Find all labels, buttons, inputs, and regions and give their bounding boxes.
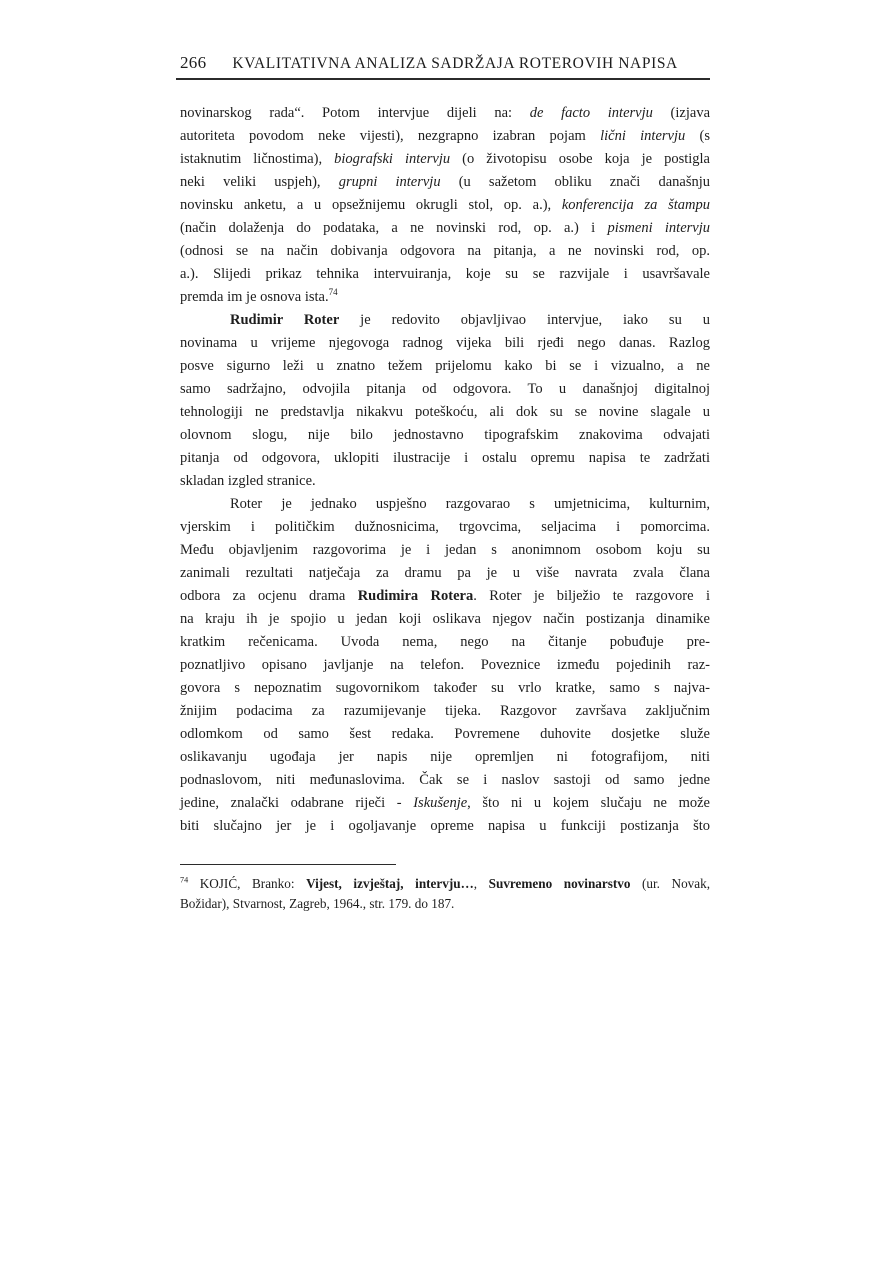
text-segment: (s [685, 128, 710, 144]
text-segment: samo sadržajno, odvojila pitanja od odgovora. To u današnjoj digitalnoj [180, 381, 710, 397]
text-segment: (izjava [652, 105, 711, 121]
text-segment: je redovito objavljivao intervjue, iako su u [339, 312, 710, 328]
text-line [180, 447, 710, 470]
text-segment: podnaslovom, niti međunaslovima. Čak se i naslov sastoji od samo jedne [180, 772, 710, 788]
paragraph [180, 309, 710, 493]
text-segment: Vijest, izvještaj, intervju… [306, 876, 474, 891]
page-number: 266 [180, 53, 207, 72]
text-line [180, 332, 710, 355]
text-segment: jedine, znalački odabrane riječi - [180, 795, 414, 811]
footnote-separator [180, 864, 396, 865]
text-segment: konferencija za štampu [561, 197, 710, 213]
text-line [180, 539, 710, 562]
text-line [180, 654, 710, 677]
text-segment: biti slučajno jer je i ogoljavanje opreme napisa u funkciji postizanja što [180, 818, 710, 834]
text-line [180, 102, 710, 125]
text-segment: biografski intervju [334, 151, 451, 167]
text-segment: grupni intervju [338, 174, 441, 190]
footnote-reference: 74 [328, 287, 338, 298]
text-segment: poznatljivo opisano javljanje na telefon. Poveznice između pojedinih raz- [180, 657, 710, 673]
text-segment: Rudimira Rotera [357, 588, 474, 604]
text-line [180, 424, 710, 447]
text-segment: autoriteta povodom neke vijesti), nezgrapno izabran pojam [180, 128, 601, 144]
text-line [180, 171, 710, 194]
text-line [180, 493, 710, 516]
text-segment: Među objavljenim razgovorima je i jedan s anonimnom osobom koju su [180, 542, 710, 558]
text-segment: , što ni u kojem slučaju ne može [467, 795, 710, 811]
text-segment: pismeni intervju [607, 220, 710, 236]
text-segment: novinsku anketu, a u opsežnijemu okrugli stol, op. a.), [180, 197, 562, 213]
text-segment: de facto intervju [529, 105, 653, 121]
footnote-reference: 74 [180, 875, 189, 885]
text-segment: neki veliki uspjeh), [180, 174, 339, 190]
text-segment: skladan izgled stranice. [180, 473, 316, 489]
text-segment: kratkim rečenicama. Uvoda nema, nego na čitanje pobuđuje pre- [180, 634, 710, 650]
text-line [180, 516, 710, 539]
text-line [180, 194, 710, 217]
text-segment: vjerskim i političkim dužnosnicima, trgovcima, seljacima i pomorcima. [180, 519, 710, 535]
text-segment: žnijim podacima za razumijevanje tijeka. Razgovor završava zaključnim [180, 703, 710, 719]
text-segment: istaknutim ličnostima), [180, 151, 335, 167]
text-segment: Suvremeno novinarstvo [488, 876, 631, 891]
text-segment: posve sigurno leži u znatno težem prijelomu kako bi se i vizualno, a ne [180, 358, 710, 374]
footnote [180, 864, 710, 914]
text-line [180, 769, 710, 792]
text-line [180, 585, 710, 608]
text-segment: (odnosi se na način dobivanja odgovora na pitanja, a ne novinski rod, op. [180, 243, 710, 259]
text-segment: premda im je osnova ista. [180, 289, 329, 305]
text-segment: olovnom slogu, nije bilo jednostavno tipografskim znakovima odvajati [180, 427, 710, 443]
text-segment: novinarskog rada“. Potom intervjue dijeli na: [180, 105, 530, 121]
text-line [180, 631, 710, 654]
text-line [180, 401, 710, 424]
text-segment: novinama u vrijeme njegovoga radnog vijeka bili rjeđi nego danas. Razlog [180, 335, 710, 351]
text-line [180, 470, 710, 493]
text-line [180, 677, 710, 700]
paragraph [180, 493, 710, 838]
text-line [180, 746, 710, 769]
text-line [180, 378, 710, 401]
text-segment: odbora za ocjenu drama [180, 588, 358, 604]
text-line [180, 608, 710, 631]
page-header [176, 53, 710, 80]
text-segment: Iskušenje [413, 795, 468, 811]
text-segment: zanimali rezultati natječaja za dramu pa je u više navrata zvala člana [180, 565, 710, 581]
footnote-line [180, 894, 710, 914]
text-segment: (u sažetom obliku znači današnju [440, 174, 710, 190]
text-segment: govora s nepoznatim sugovornikom također su vrlo kratke, samo s najva- [180, 680, 710, 696]
footnote-line [180, 874, 710, 894]
text-line [180, 723, 710, 746]
text-segment: pitanja od odgovora, uklopiti ilustracije i ostalu opremu napisa te zadržati [180, 450, 710, 466]
text-line [180, 355, 710, 378]
text-line [180, 562, 710, 585]
text-segment: , [473, 876, 489, 891]
text-segment: odlomkom od samo šest redaka. Povremene duhovite dosjetke služe [180, 726, 710, 742]
text-line [180, 240, 710, 263]
text-segment: (način dolaženja do podataka, a ne novinski rod, op. a.) i [180, 220, 608, 236]
text-segment: lični intervju [600, 128, 686, 144]
text-line [180, 792, 710, 815]
text-line [180, 286, 710, 309]
text-line [180, 148, 710, 171]
text-segment: Rudimir Roter [230, 312, 340, 328]
text-line [180, 125, 710, 148]
text-segment: na kraju ih je spojio u jedan koji oslikava njegov način postizanja dinamike [180, 611, 710, 627]
paragraph [180, 102, 710, 309]
text-line [180, 263, 710, 286]
text-segment: Roter je jednako uspješno razgovarao s umjetnicima, kulturnim, [230, 496, 710, 512]
text-segment: (o životopisu osobe koja je postigla [450, 151, 710, 167]
text-line [180, 309, 710, 332]
text-line [180, 700, 710, 723]
text-segment: a.). Slijedi prikaz tehnika intervuiranja, koje su se razvijale i usavršavale [180, 266, 710, 282]
text-segment: Božidar), Stvarnost, Zagreb, 1964., str. 179. do 187. [180, 896, 455, 911]
footnote-text [180, 874, 710, 914]
text-segment: tehnologiji ne predstavlja nikakvu poteškoću, ali dok su se novine slagale u [180, 404, 710, 420]
text-line [180, 815, 710, 838]
text-segment: . Roter je bilježio te razgovore i [473, 588, 710, 604]
running-title: KVALITATIVNA ANALIZA SADRŽAJA ROTEROVIH NAPISA [232, 55, 678, 72]
text-segment: oslikavanju ugođaja jer napis nije opremljen ni fotografijom, niti [180, 749, 710, 765]
page-body [180, 102, 710, 838]
text-line [180, 217, 710, 240]
text-segment: KOJIĆ, Branko: [188, 876, 307, 891]
text-segment: (ur. Novak, [630, 876, 711, 891]
